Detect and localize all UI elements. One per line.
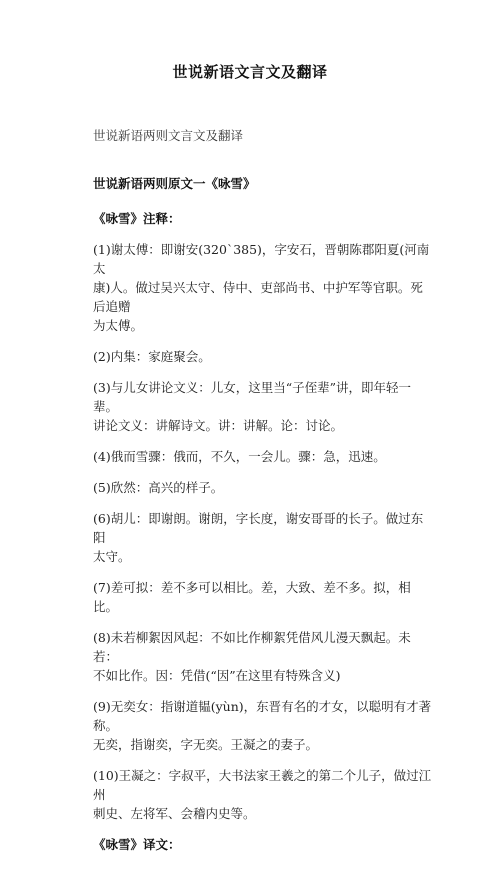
subtitle: 世说新语两则文言文及翻译: [93, 128, 244, 143]
note-line: (1)谢太傅：即谢安(320`385)，字安石，晋朝陈郡阳夏(河南太: [93, 242, 430, 276]
note-line: 不如比作。因：凭借(“因”在这里有特殊含义): [93, 668, 341, 683]
note-item: [93, 578, 433, 616]
note-item: [93, 766, 433, 823]
note-line: (8)未若柳絮因风起：不如比作柳絮凭借风儿漫天飘起。未若：: [93, 630, 411, 664]
note-line: (7)差可拟：差不多可以相比。差，大致、差不多。拟，相比。: [93, 580, 411, 614]
note-line: (3)与儿女讲论文义：儿女，这里当“子侄辈”讲，即年轻一辈。: [93, 380, 411, 414]
page-title: 世说新语文言文及翻译: [172, 63, 328, 81]
note-line: (4)俄而雪骤：俄而，不久，一会儿。骤：急，迅速。: [93, 449, 386, 464]
section-heading-original: 世说新语两则原文一《咏雪》: [93, 176, 256, 191]
article-body: [93, 174, 433, 870]
note-line: (2)内集：家庭聚会。: [93, 349, 211, 364]
note-item: [93, 447, 433, 466]
note-item: [93, 378, 433, 435]
note-line: 为太傅。: [93, 318, 144, 333]
note-line: 无奕，指谢奕，字无奕。王凝之的妻子。: [93, 737, 319, 752]
note-item: [93, 478, 433, 497]
note-item: [93, 697, 433, 754]
note-line: (5)欣然：高兴的样子。: [93, 480, 224, 495]
note-line: 康)人。做过吴兴太守、侍中、吏部尚书、中护军等官职。死后追赠: [93, 280, 423, 314]
note-item: [93, 240, 433, 335]
note-line: 太守。: [93, 549, 131, 564]
note-line: (9)无奕女：指谢道韫(yùn)，东晋有名的才女，以聪明有才著称。: [93, 699, 432, 733]
note-item: [93, 347, 433, 366]
note-line: 刺史、左将军、会稽内史等。: [93, 806, 256, 821]
note-item: [93, 628, 433, 685]
section-heading-notes: 《咏雪》注释：: [93, 211, 181, 226]
note-line: (6)胡儿：即谢朗。谢朗，字长度，谢安哥哥的长子。做过东阳: [93, 511, 424, 545]
section-heading-translation: 《咏雪》译文：: [93, 837, 181, 852]
note-line: (10)王凝之：字叔平，大书法家王羲之的第二个儿子，做过江州: [93, 768, 432, 802]
note-line: 讲论文义：讲解诗文。讲：讲解。论：讨论。: [93, 418, 344, 433]
note-item: [93, 509, 433, 566]
